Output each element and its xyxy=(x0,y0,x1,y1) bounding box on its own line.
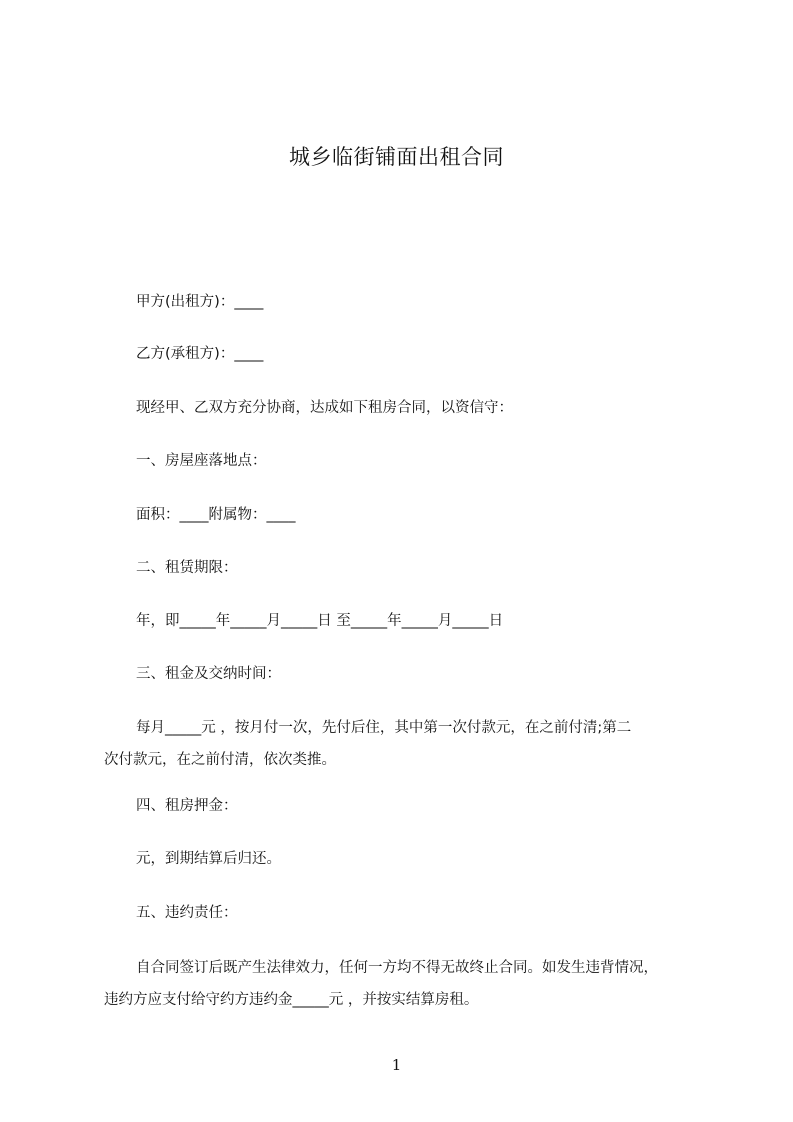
section-1-heading: 一、房屋座落地点： xyxy=(136,453,267,469)
agreement-intro: 现经甲、乙双方充分协商，达成如下租房合同，以资信守： xyxy=(136,400,513,416)
breach-paragraph-line-1: 自合同签订后既产生法律效力，任何一方均不得无故终止合同。如发生违背情况， xyxy=(136,960,658,976)
area-line: 面积：____附属物：____ xyxy=(136,507,296,523)
rent-paragraph-line-1: 每月_____元 ，按月付一次，先付后住，其中第一次付款元，在之前付清;第二 xyxy=(136,720,632,736)
rent-paragraph xyxy=(104,712,719,776)
document-title: 城乡临街铺面出租合同 xyxy=(289,145,504,169)
section-4-heading: 四、租房押金： xyxy=(136,798,238,814)
section-3-heading: 三、租金及交纳时间： xyxy=(136,666,281,682)
section-5-heading: 五、违约责任： xyxy=(136,905,238,921)
deposit-line: 元，到期结算后归还。 xyxy=(136,851,281,867)
rent-paragraph-line-2: 次付款元，在之前付清，依次类推。 xyxy=(104,752,336,768)
section-2-heading: 二、租赁期限： xyxy=(136,560,238,576)
breach-paragraph-line-2: 违约方应支付给守约方违约金_____元 ，并按实结算房租。 xyxy=(104,992,479,1008)
breach-paragraph xyxy=(104,952,719,1016)
lease-term-line: 年，即_____年_____月_____日 至_____年_____月_____日 xyxy=(136,613,504,629)
page-number: 1 xyxy=(391,1056,402,1074)
party-b-line: 乙方(承租方)：____ xyxy=(136,346,264,362)
party-a-line: 甲方(出租方)：____ xyxy=(136,294,264,310)
